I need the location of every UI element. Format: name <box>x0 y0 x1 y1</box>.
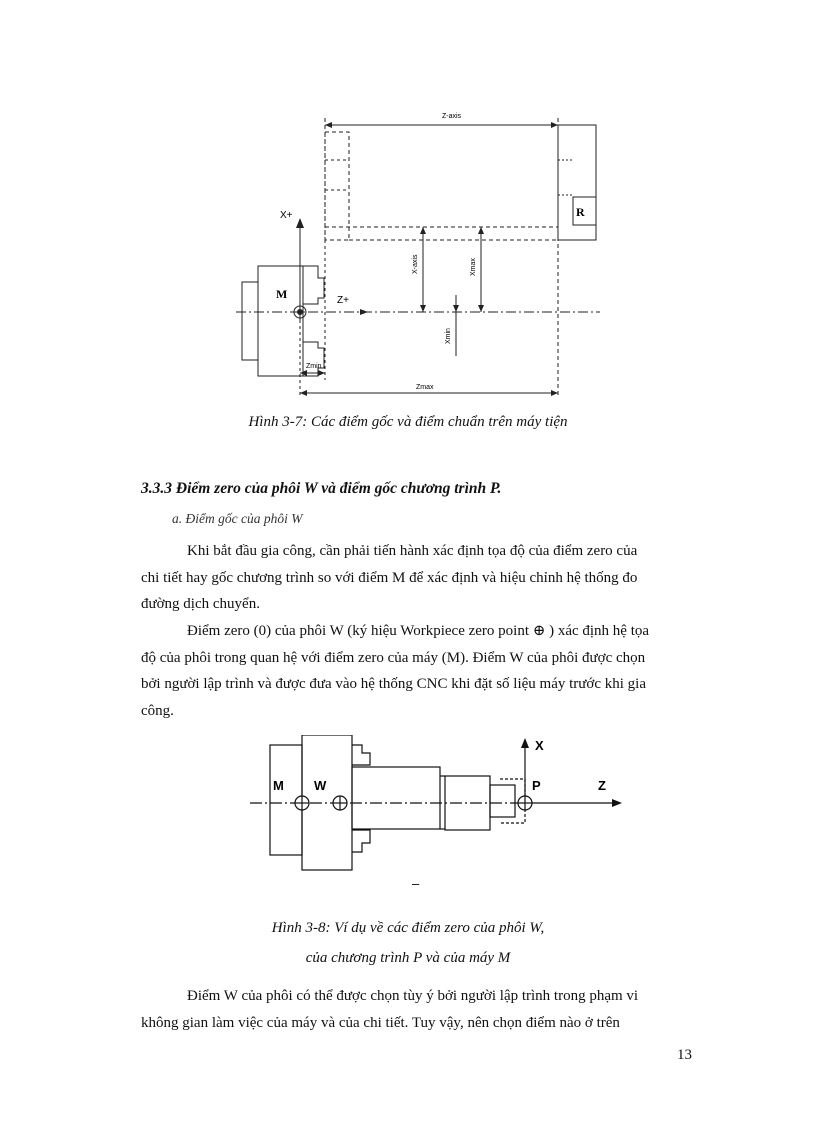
z-max-label: Zmax <box>416 384 434 391</box>
paragraph-line: chi tiết hay gốc chương trình so với điểm M để xác định và hiệu chỉnh hệ thống đo <box>141 569 638 586</box>
figure-3-7-lathe-reference-points <box>228 100 608 400</box>
figure-3-7-caption: Hình 3-7: Các điểm gốc và điểm chuẩn trên máy tiện <box>248 414 568 430</box>
page-number: 13 <box>677 1047 692 1063</box>
paragraph-line: đường dịch chuyển. <box>141 596 260 612</box>
r-label: R <box>576 205 585 219</box>
paragraph-line: bởi người lập trình và được đưa vào hệ thống CNC khi đặt số liệu máy trước khi gia <box>141 676 646 692</box>
figure-3-8-caption-line-2: của chương trình P và của máy M <box>305 950 511 966</box>
m-label: M <box>273 778 284 793</box>
z-label: Z <box>598 778 606 793</box>
paragraph-line: không gian làm việc của máy và của chi tiết. Tuy vậy, nên chọn điểm nào ở trên <box>141 1014 620 1031</box>
z-min-label: Zmin <box>306 363 322 370</box>
x-plus-label: X+ <box>280 210 293 221</box>
paragraph-3 <box>141 983 697 1036</box>
paragraph-1 <box>141 538 697 618</box>
section-heading: 3.3.3 Điểm zero của phôi W và điểm gốc chương trình P. <box>141 480 502 497</box>
paragraph-2 <box>141 618 697 724</box>
paragraph-line: công. <box>141 702 174 719</box>
paragraph-line: Điểm zero (0) của phôi W (ký hiệu Workpiece zero point ⊕ ) xác định hệ tọa <box>187 623 650 639</box>
tool-position-left <box>325 132 349 240</box>
p-label: P <box>532 778 541 793</box>
workpiece-body <box>352 767 440 829</box>
lower-jaw <box>352 830 370 852</box>
w-label: W <box>314 778 327 793</box>
paragraph-line: Khi bắt đầu gia công, cần phải tiến hành xác định tọa độ của điểm zero của <box>187 543 638 559</box>
z-plus-label: Z+ <box>337 295 349 306</box>
chuck-body <box>258 266 303 376</box>
upper-jaw <box>352 745 370 765</box>
m-label: M <box>276 287 288 301</box>
x-axis-label: X-axis <box>412 254 419 274</box>
paragraph-line: độ của phôi trong quan hệ với điểm zero của máy (M). Điểm W của phôi được chọn <box>141 649 646 666</box>
subheading: a. Điểm gốc của phôi W <box>172 511 303 526</box>
workpiece-end <box>490 785 515 817</box>
x-max-label: Xmax <box>470 258 477 276</box>
x-label: X <box>535 738 544 753</box>
figure-3-8-caption-line-1: Hình 3-8: Ví dụ về các điểm zero của phôi W, <box>271 920 545 936</box>
z-axis-label: Z-axis <box>442 113 462 120</box>
x-min-label: Xmin <box>445 328 452 344</box>
turret-reference-r <box>558 125 596 240</box>
paragraph-line: Điểm W của phôi có thể được chọn tùy ý bởi người lập trình trong phạm vi <box>187 988 639 1004</box>
figure-3-8-workpiece-zero-points <box>240 735 640 895</box>
chuck-back <box>242 282 258 360</box>
dash-mark: – <box>412 876 420 891</box>
